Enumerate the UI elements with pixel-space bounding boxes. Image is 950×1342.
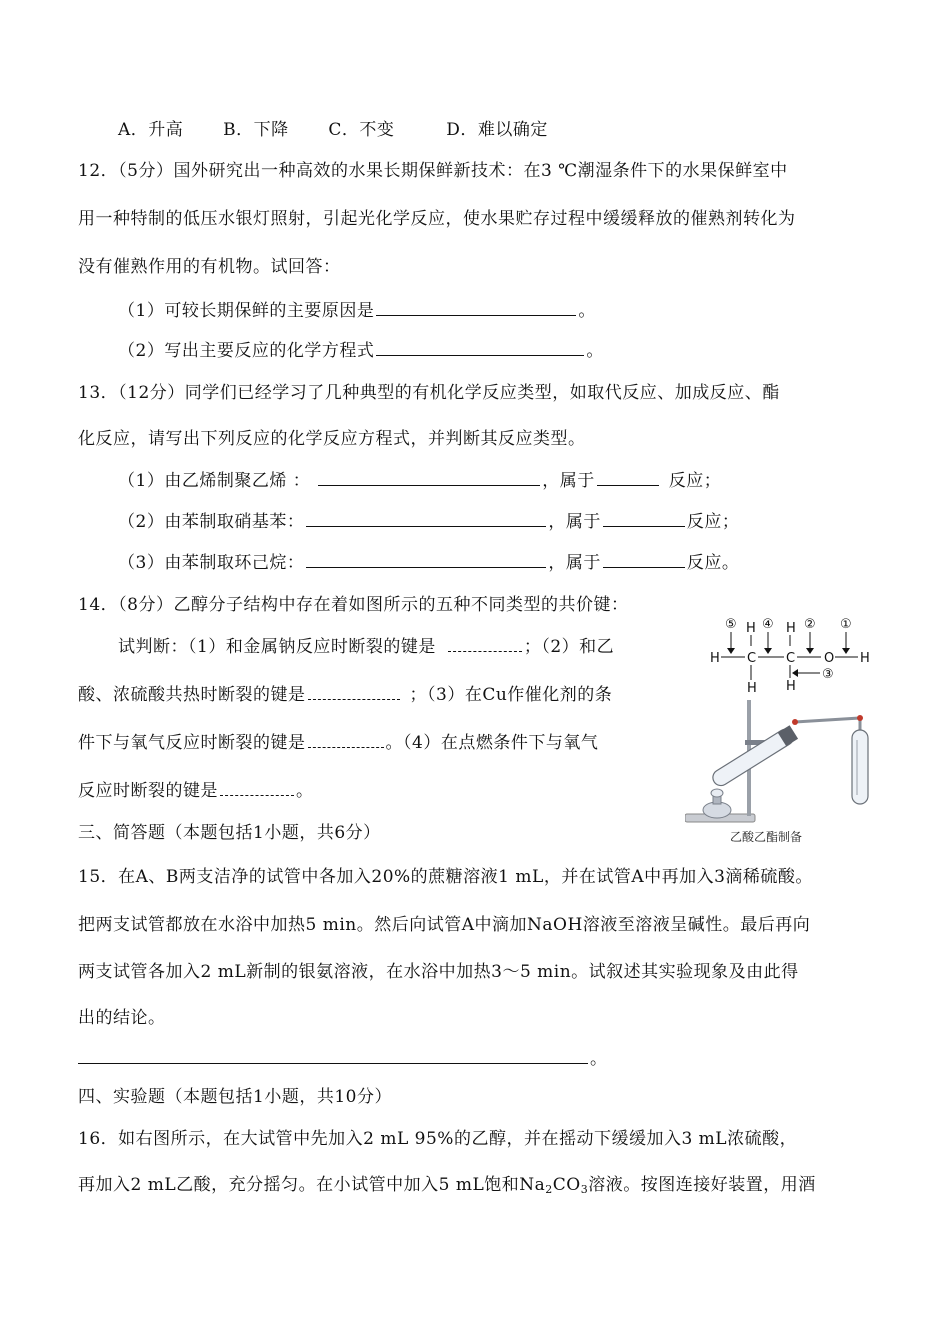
q14-line2 xyxy=(118,632,614,657)
q15-line4: 出的结论。 xyxy=(78,1008,166,1028)
q15-answer xyxy=(78,1044,608,1069)
label-2: ② xyxy=(804,617,816,632)
period: 。 xyxy=(590,1049,608,1069)
q16-line2a: 再加入2 mL乙酸，充分摇匀。在小试管中加入5 mL饱和Na xyxy=(78,1175,546,1195)
atom-c: C xyxy=(747,651,757,666)
atom-h: H xyxy=(860,651,870,666)
q14-line5 xyxy=(78,776,314,801)
q13-sub1-text: （1）由乙烯制聚乙烯 ： xyxy=(118,471,311,491)
belongs-to: ，属于 xyxy=(548,512,601,532)
type-blank[interactable] xyxy=(603,510,685,527)
q13-line2: 化反应，请写出下列反应的化学反应方程式，并判断其反应类型。 xyxy=(78,429,586,449)
answer-line[interactable] xyxy=(78,1047,588,1064)
section-3-heading: 三、简答题（本题包括1小题，共6分） xyxy=(78,823,381,843)
atom-h: H xyxy=(786,621,796,636)
q14-l5a: 反应时断裂的键是 xyxy=(78,781,218,801)
period: 。 xyxy=(578,301,596,321)
q13-sub3-text: （3）由苯制取环己烷： xyxy=(118,553,305,573)
q12-sub1 xyxy=(118,296,596,321)
q14-line4 xyxy=(78,728,598,753)
q12-line3: 没有催熟作用的有机物。试回答： xyxy=(78,257,341,277)
q15-line2: 把两支试管都放在水浴中加热5 min。然后向试管A中滴加NaOH溶液至溶液呈碱性。最后再向 xyxy=(78,915,811,935)
q16-line2b: 溶液。按图连接好装置，用酒 xyxy=(588,1175,816,1195)
q12-sub2 xyxy=(118,336,604,361)
atom-h: H xyxy=(710,651,720,666)
atom-h: H xyxy=(786,679,796,694)
type-blank[interactable] xyxy=(603,551,685,568)
q13-line1: 13．（12分）同学们已经学习了几种典型的有机化学反应类型，如取代反应、加成反应、酯 xyxy=(78,383,780,403)
label-5: ⑤ xyxy=(725,617,737,632)
bond-blank-3[interactable] xyxy=(308,731,384,748)
reaction-label: 反应。 xyxy=(686,553,740,573)
q14-l2b: ；（2）和乙 xyxy=(523,637,615,657)
option-c: C．不变 xyxy=(328,120,395,140)
atom-o: O xyxy=(824,651,835,666)
apparatus-caption: 乙酸乙酯制备 xyxy=(730,830,803,844)
answer-blank[interactable] xyxy=(376,299,576,316)
label-3: ③ xyxy=(822,667,834,682)
belongs-to: ，属于 xyxy=(548,553,601,573)
equation-blank[interactable] xyxy=(306,551,546,568)
q14-l2a: 试判断：（1）和金属钠反应时断裂的键是 xyxy=(118,637,436,657)
equation-blank[interactable] xyxy=(318,469,540,486)
q14-line3 xyxy=(78,680,612,705)
q11-options xyxy=(118,115,548,140)
q14-l4b: 。（4）在点燃条件下与氧气 xyxy=(385,733,599,753)
q12-sub1-text: （1）可较长期保鲜的主要原因是 xyxy=(118,301,375,321)
q13-sub2-text: （2）由苯制取硝基苯： xyxy=(118,512,305,532)
belongs-to: ，属于 xyxy=(542,471,595,491)
option-d: D．难以确定 xyxy=(446,120,548,140)
q14-l5b: 。 xyxy=(296,781,314,801)
q16-line2 xyxy=(78,1170,816,1196)
atom-h: H xyxy=(746,621,756,636)
option-a: A．升高 xyxy=(118,120,184,140)
label-4: ④ xyxy=(762,617,774,632)
co-text: CO xyxy=(552,1175,581,1195)
equation-blank[interactable] xyxy=(306,510,546,527)
ethyl-acetate-apparatus xyxy=(685,700,885,840)
section-4-heading: 四、实验题（本题包括1小题，共10分） xyxy=(78,1087,392,1107)
q15-line1: 15．在A、B两支洁净的试管中各加入20%的蔗糖溶液1 mL，并在试管A中再加入3滴稀硫酸。 xyxy=(78,867,813,887)
atom-c: C xyxy=(786,651,796,666)
subscript-2: 2 xyxy=(545,1183,553,1196)
period: 。 xyxy=(586,341,604,361)
option-b: B．下降 xyxy=(223,120,289,140)
reaction-label: 反应； xyxy=(668,471,722,491)
q14-l4a: 件下与氧气反应时断裂的键是 xyxy=(78,733,306,753)
subscript-3: 3 xyxy=(580,1183,589,1196)
q12-sub2-text: （2）写出主要反应的化学方程式 xyxy=(118,341,375,361)
type-blank[interactable] xyxy=(597,469,659,486)
q13-sub2 xyxy=(118,507,739,532)
q13-sub1 xyxy=(118,466,721,491)
q14-l3a: 酸、浓硫酸共热时断裂的键是 xyxy=(78,685,306,705)
answer-blank[interactable] xyxy=(376,339,584,356)
bond-blank-1[interactable] xyxy=(448,635,522,652)
q14-l3b: ；（3）在Cu作催化剂的条 xyxy=(409,685,613,705)
q15-line3: 两支试管各加入2 mL新制的银氨溶液，在水浴中加热3～5 min。试叙述其实验现象及由此得 xyxy=(78,962,799,982)
bond-blank-4[interactable] xyxy=(220,779,294,796)
q12-line2: 用一种特制的低压水银灯照射，引起光化学反应，使水果贮存过程中缓缓释放的催熟剂转化为 xyxy=(78,209,796,229)
q12-line1: 12．（5分）国外研究出一种高效的水果长期保鲜新技术：在3 ℃潮湿条件下的水果保鲜室中 xyxy=(78,161,788,181)
ethanol-bond-diagram xyxy=(700,610,890,700)
label-1: ① xyxy=(840,617,852,632)
atom-h: H xyxy=(747,681,757,696)
q16-line1: 16．如右图所示，在大试管中先加入2 mL 95%的乙醇，并在摇动下缓缓加入3 mL浓硫酸， xyxy=(78,1129,798,1149)
bond-blank-2[interactable] xyxy=(308,683,400,700)
q13-sub3 xyxy=(118,548,739,573)
reaction-label: 反应； xyxy=(686,512,740,532)
q14-line1: 14．（8分）乙醇分子结构中存在着如图所示的五种不同类型的共价键： xyxy=(78,595,629,615)
